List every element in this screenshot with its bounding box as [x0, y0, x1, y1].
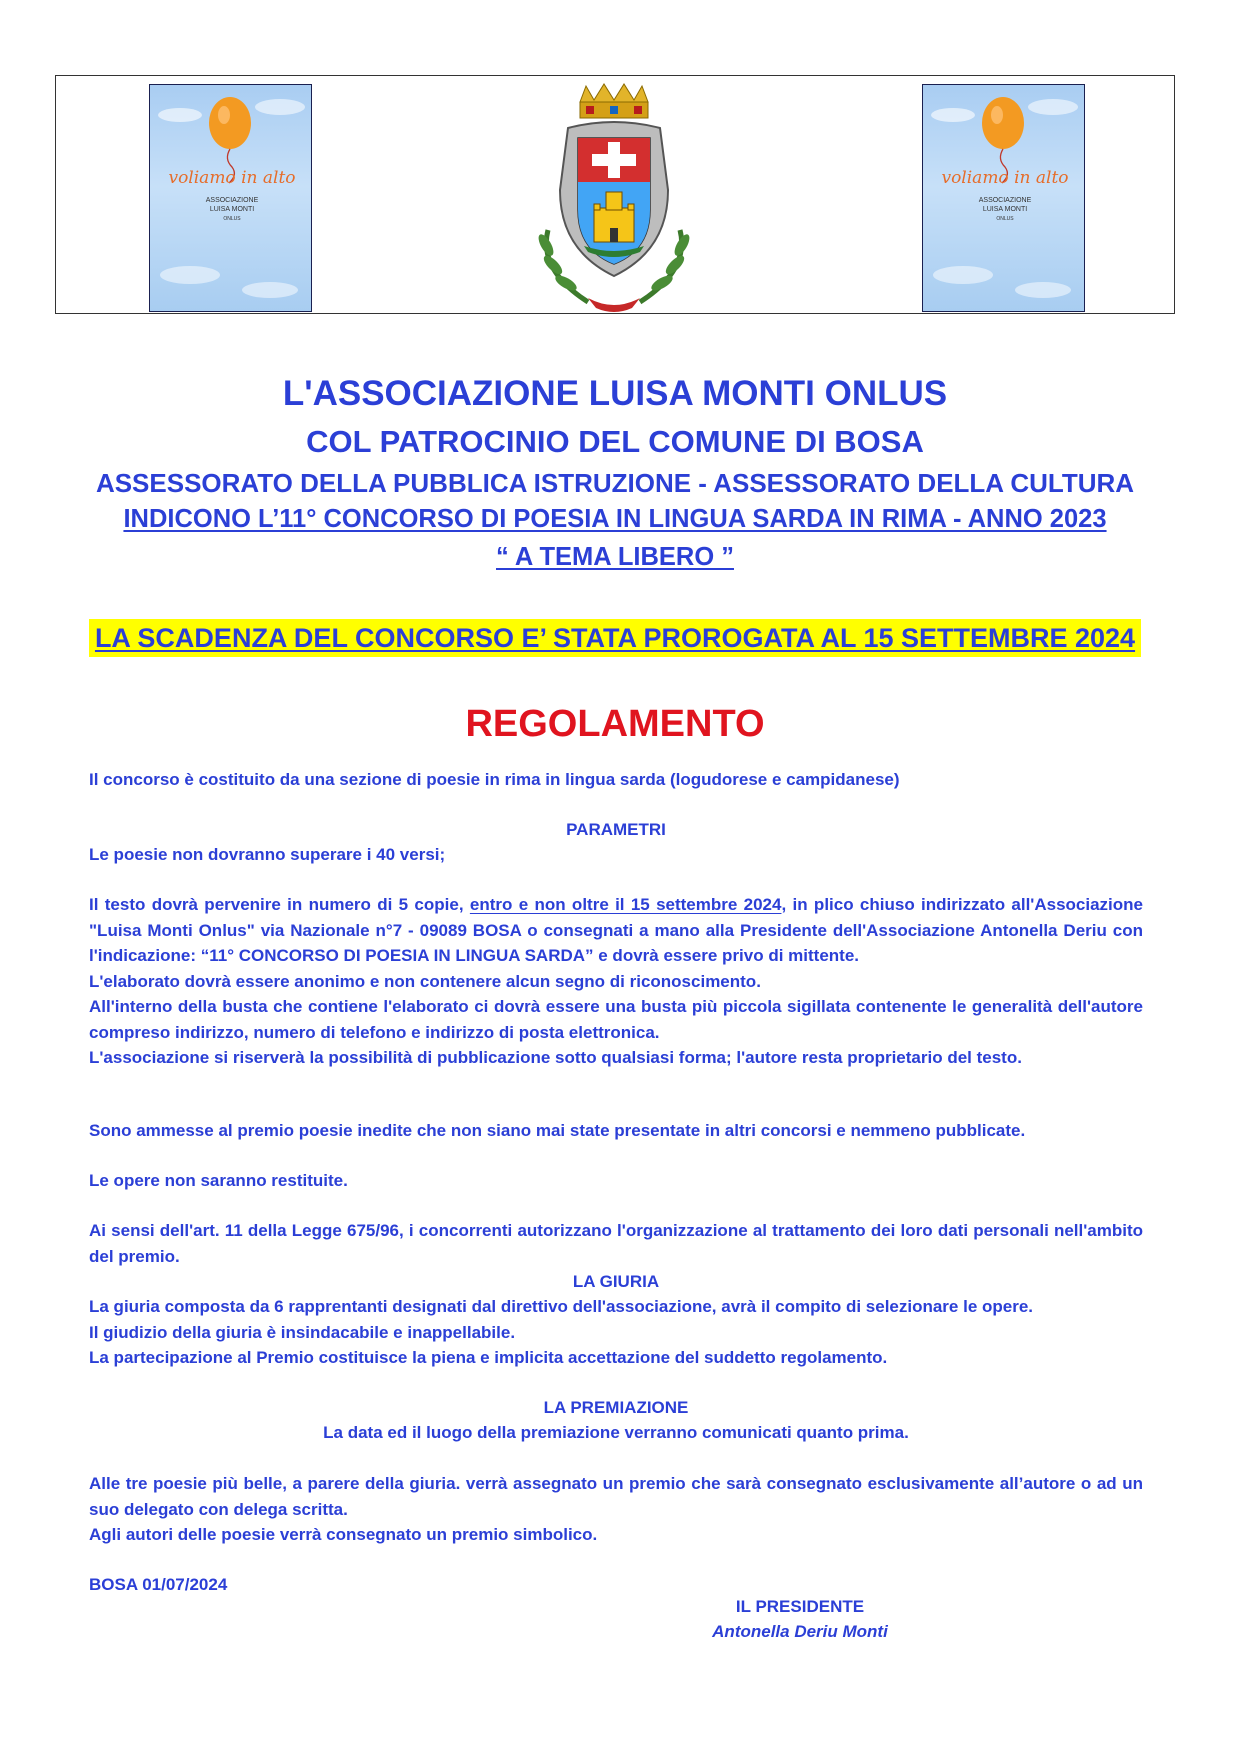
balloon-logo-icon [923, 85, 1085, 312]
assessorato-line: ASSESSORATO DELLA PUBBLICA ISTRUZIONE - ASSESSORATO DELLA CULTURA [95, 468, 1135, 498]
giuria-heading: LA GIURIA [572, 1272, 660, 1291]
svg-text:voliamo in alto: voliamo in alto [941, 168, 1069, 188]
svg-text:ASSOCIAZIONE: ASSOCIAZIONE [205, 197, 259, 204]
svg-text:ONLUS: ONLUS [223, 216, 241, 222]
parametri-item: Le opere non saranno restituite. [89, 1171, 348, 1190]
parametri-submission-paragraph [89, 892, 1143, 1071]
svg-text:LUISA MONTI: LUISA MONTI [982, 206, 1028, 213]
submission-text-b: , in plico chiuso indirizzato all'Associazione "Luisa Monti Onlus" via Nazionale n°7 - 09089 BOSA o consegnati a mano alla Presidente dell'Associazione Antonella Deriu con l'indicazione: “11° CONCORSO DI POESIA IN LINGUA SARDA” e dovrà essere privo di mittente. [89, 895, 1143, 965]
parametri-item: L'associazione si riserverà la possibilità di pubblicazione sotto qualsiasi forma; l'autore resta proprietario del testo. [89, 1048, 1022, 1067]
header-logo-box [55, 75, 1175, 314]
comune-bosa-crest-icon [528, 80, 700, 312]
svg-text:voliamo in alto: voliamo in alto [168, 168, 296, 188]
patronage-line: COL PATROCINIO DEL COMUNE DI BOSA [306, 424, 924, 459]
submission-text-a: Il testo dovrà pervenire in numero di 5 copie, [89, 895, 470, 914]
contest-theme: “ A TEMA LIBERO ” [496, 543, 734, 571]
balloon-logo-icon [150, 85, 312, 312]
premiazione-heading: LA PREMIAZIONE [543, 1398, 689, 1417]
parametri-item: Sono ammesse al premio poesie inedite che non siano mai state presentate in altri concorsi e nemmeno pubblicate. [89, 1121, 1026, 1140]
deadline-text: LA SCADENZA DEL CONCORSO E’ STATA PROROGATA AL 15 SETTEMBRE 2024 [94, 623, 1136, 653]
deadline-banner [89, 619, 1141, 657]
document-date: BOSA 01/07/2024 [89, 1575, 228, 1594]
association-logo-left [149, 84, 312, 312]
intro-text: Il concorso è costituito da una sezione di poesie in rima in lingua sarda (logudorese e campidanese) [89, 770, 900, 789]
premiazione-item: La data ed il luogo della premiazione verranno comunicati quanto prima. [323, 1423, 909, 1442]
association-title: L'ASSOCIAZIONE LUISA MONTI ONLUS [282, 374, 948, 413]
premiazione-section [89, 1471, 1143, 1548]
premiazione-item: Agli autori delle poesie verrà consegnato un premio simbolico. [89, 1525, 598, 1544]
signature-title: IL PRESIDENTE [735, 1597, 865, 1616]
contest-announcement: INDICONO L’11° CONCORSO DI POESIA IN LINGUA SARDA IN RIMA - ANNO 2023 [123, 505, 1107, 533]
giuria-item: La partecipazione al Premio costituisce la piena e implicita accettazione del suddetto regolamento. [89, 1348, 888, 1367]
regolamento-intro [89, 767, 1143, 793]
svg-text:ASSOCIAZIONE: ASSOCIAZIONE [978, 197, 1032, 204]
parametri-item: All'interno della busta che contiene l'elaborato ci dovrà essere una busta più piccola sigillata contenente le generalità dell'autore compreso indirizzo, numero di telefono e indirizzo di posta elettronica. [89, 997, 1143, 1042]
signature-name: Antonella Deriu Monti [712, 1622, 888, 1641]
svg-text:ONLUS: ONLUS [996, 216, 1014, 222]
parametri-heading: PARAMETRI [566, 820, 666, 839]
submission-deadline-underlined: entro e non oltre il 15 settembre 2024 [469, 895, 782, 914]
parametri-item: Le poesie non dovranno superare i 40 versi; [89, 845, 446, 864]
parametri-item: Ai sensi dell'art. 11 della Legge 675/96, i concorrenti autorizzano l'organizzazione al trattamento dei loro dati personali nell'ambito del premio. [89, 1221, 1143, 1266]
giuria-item: La giuria composta da 6 rapprentanti designati dal direttivo dell'associazione, avrà il compito di selezionare le opere. [89, 1297, 1034, 1316]
association-logo-right [922, 84, 1085, 312]
giuria-section [89, 1294, 1143, 1371]
premiazione-item: Alle tre poesie più belle, a parere della giuria. verrà assegnato un premio che sarà consegnato esclusivamente all’autore o ad un suo delegato con delega scritta. [89, 1474, 1143, 1519]
svg-text:LUISA MONTI: LUISA MONTI [209, 206, 255, 213]
regolamento-title: REGOLAMENTO [465, 703, 765, 745]
parametri-item: L'elaborato dovrà essere anonimo e non contenere alcun segno di riconoscimento. [89, 971, 761, 991]
giuria-item: Il giudizio della giuria è insindacabile e inappellabile. [89, 1322, 516, 1342]
